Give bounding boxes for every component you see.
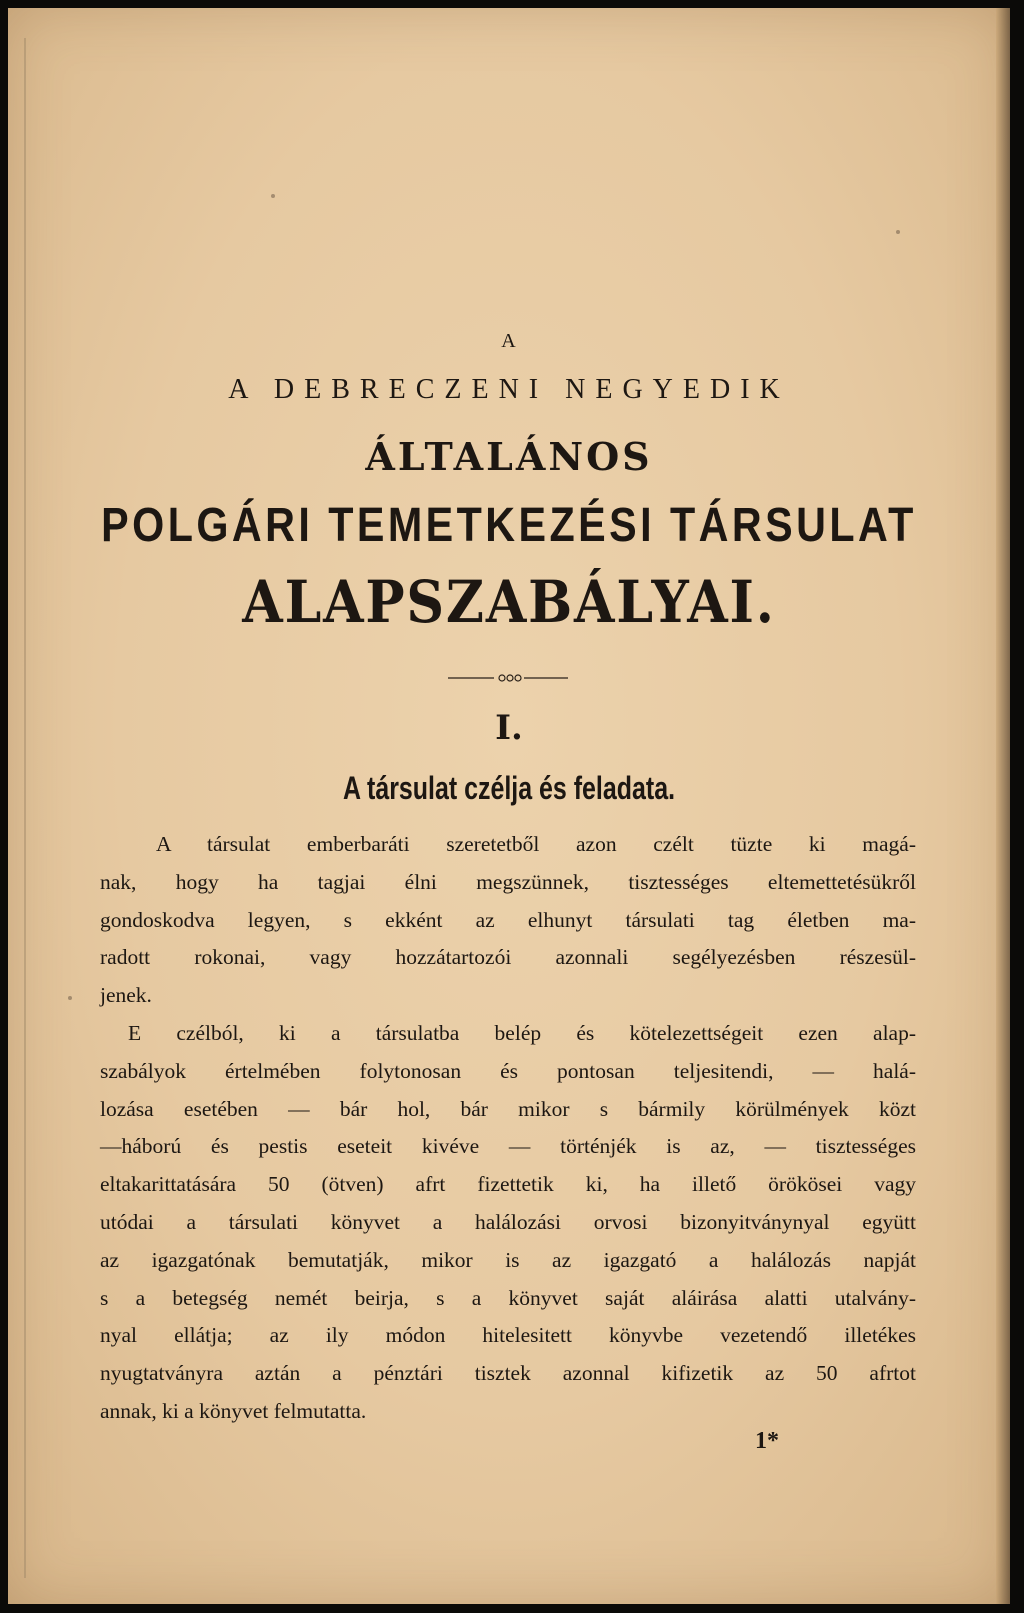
text-line: nyal ellátja; az ily módon hitelesitett könyvbe vezetendő illetékes xyxy=(100,1323,916,1348)
paper-speck xyxy=(271,194,275,198)
text-line: utódai a társulati könyvet a halálozási orvosi bizonyitványnyal együtt xyxy=(100,1209,916,1234)
text-line: eltakarittatására 50 (ötven) afrt fizettetik ki, ha illető örökösei vagy xyxy=(100,1172,916,1197)
section-number: I. xyxy=(495,708,523,748)
text-line: nyugtatványra aztán a pénztári tisztek azonnal kifizetik az 50 afrtot xyxy=(100,1361,916,1386)
title-main: POLGÁRI TEMETKEZÉSI TÁRSULAT xyxy=(101,499,917,552)
title-article: A xyxy=(501,330,517,352)
text-line: A társulat emberbaráti szeretetből azon czélt tüzte ki magá- xyxy=(156,832,916,856)
text-line: annak, ki a könyvet felmutatta. xyxy=(100,1398,367,1423)
section-heading: A társulat czélja és feladata. xyxy=(342,770,676,806)
paper-speck xyxy=(68,996,72,1000)
ornament-divider xyxy=(448,668,568,688)
text-line: —háború és pestis eseteit kivéve — történjék is az, — tisztességes xyxy=(100,1134,916,1159)
page-number: 1* xyxy=(755,1428,779,1454)
title-general: ÁLTALÁNOS xyxy=(365,434,653,479)
title-statutes: ALAPSZABÁLYAI. xyxy=(242,568,776,636)
text-line: radott rokonai, vagy hozzátartozói azonnali segélyezésben részesül- xyxy=(100,945,916,970)
text-line: gondoskodva legyen, s ekként az elhunyt társulati tag életben ma- xyxy=(100,907,916,932)
title-society-name: A DEBRECZENI NEGYEDIK xyxy=(228,374,790,405)
text-line: E czélból, ki a társulatba belép és kötelezettségeit ezen alap- xyxy=(128,1020,916,1045)
paper-speck xyxy=(896,230,900,234)
page-right-edge xyxy=(996,8,1010,1604)
body-text xyxy=(100,826,916,1431)
text-line: szabályok értelmében folytonosan és pontosan teljesitendi, — halá- xyxy=(100,1058,916,1083)
text-line: s a betegség nemét beirja, s a könyvet saját aláirása alatti utalvány- xyxy=(100,1285,916,1310)
text-line: jenek. xyxy=(100,983,152,1008)
text-line: az igazgatónak bemutatják, mikor is az igazgató a halálozás napját xyxy=(100,1247,916,1272)
page-edge-line xyxy=(24,38,26,1578)
book-page xyxy=(8,8,1010,1604)
text-line: nak, hogy ha tagjai élni megszünnek, tisztességes eltemettetésükről xyxy=(100,869,916,894)
text-line: lozása esetében — bár hol, bár mikor s bármily körülmények közt xyxy=(100,1096,916,1121)
